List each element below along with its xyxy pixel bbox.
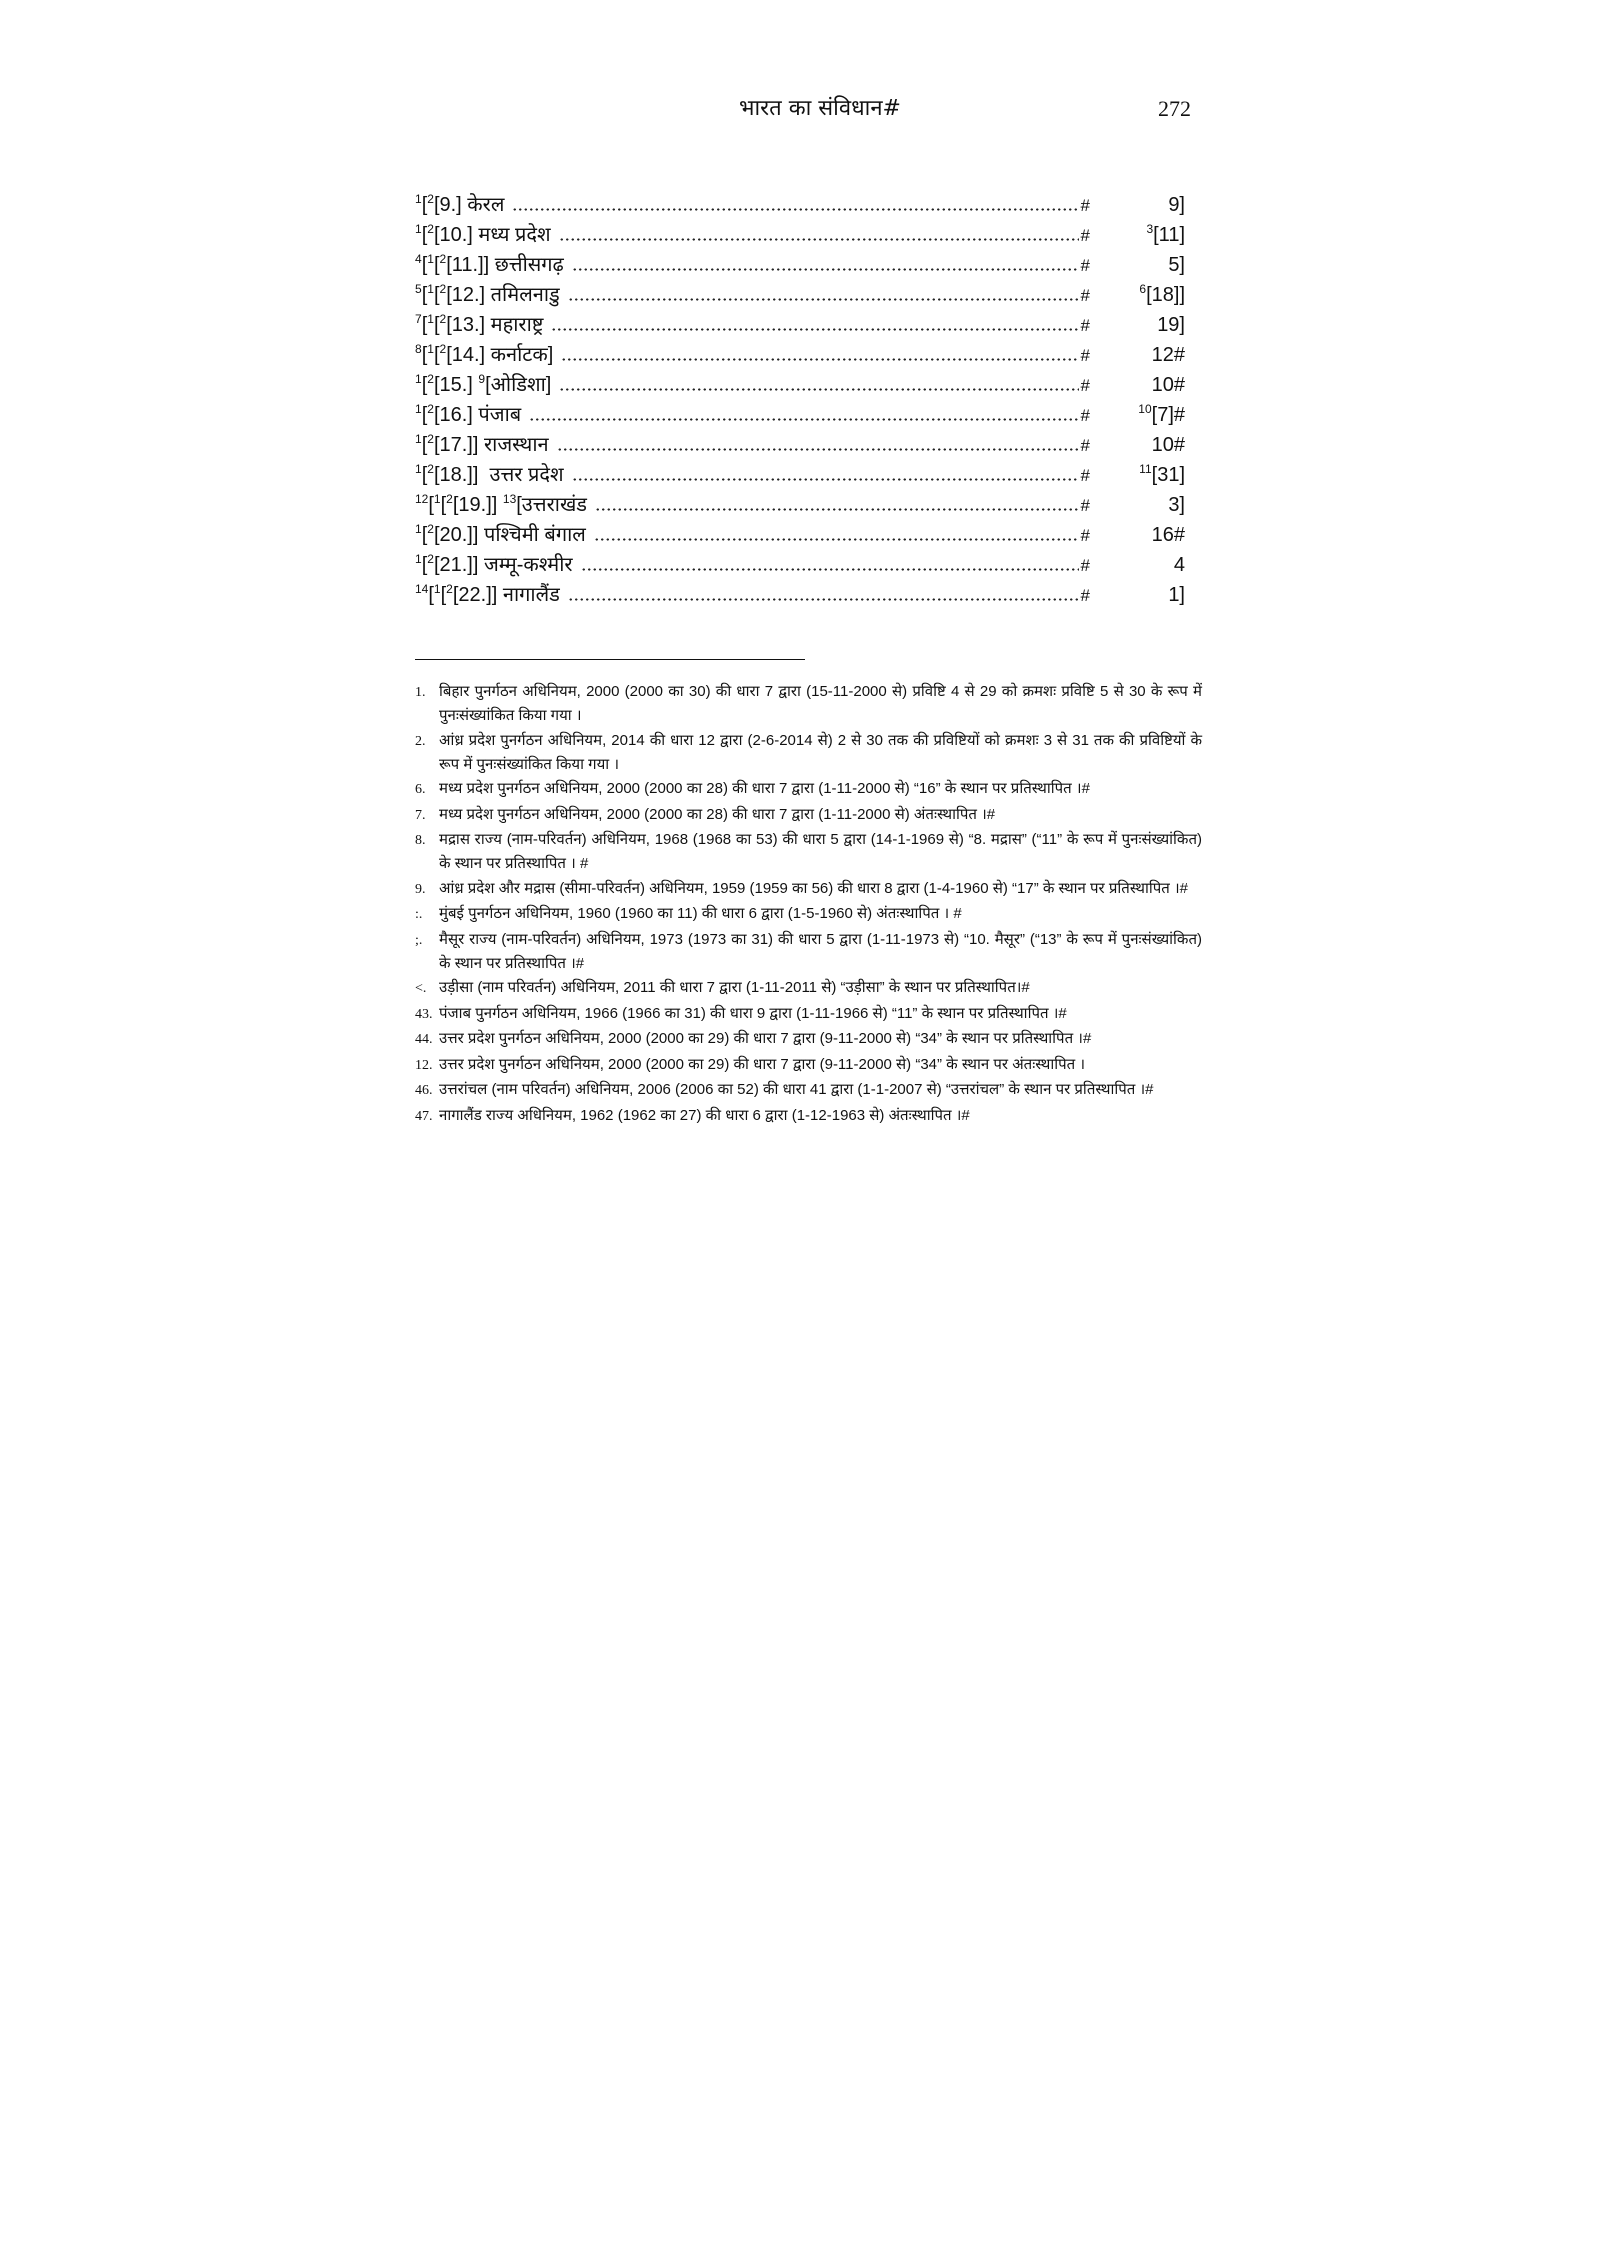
entry-label-text: [ bbox=[433, 284, 440, 306]
entry-footnote-ref: 1 bbox=[415, 462, 422, 476]
footnote-text: आंध्र प्रदेश पुनर्गठन अधिनियम, 2014 की धारा 12 द्वारा (2-6-2014 से) 2 से 30 तक की प्रविष्टियों को क्रमशः 3 से 31 तक की प्रविष्टियों के रूप में पुनःसंख्यांकित किया गया । bbox=[439, 731, 1202, 773]
entry-label-text: [ bbox=[421, 344, 428, 366]
footnote-separator bbox=[415, 659, 805, 660]
entry-label-text: [ bbox=[421, 374, 428, 396]
entry-label-text: [ bbox=[440, 584, 447, 606]
entry-label-text: [21.]] जम्मू-कश्मीर bbox=[433, 554, 573, 576]
schedule-entry bbox=[415, 370, 1185, 400]
entry-label bbox=[415, 280, 560, 310]
entry-label bbox=[415, 520, 586, 550]
entry-value bbox=[1090, 220, 1185, 250]
entry-label bbox=[415, 400, 521, 430]
dot-leader bbox=[561, 358, 1078, 361]
entry-label-text: [ bbox=[428, 494, 434, 516]
schedule-entry bbox=[415, 580, 1185, 610]
footnote-number: <. bbox=[415, 981, 427, 996]
entry-value bbox=[1090, 430, 1185, 460]
entry-value-text: 12# bbox=[1151, 344, 1185, 366]
entry-label bbox=[415, 370, 551, 400]
entry-value bbox=[1090, 460, 1185, 490]
leader-end-mark: # bbox=[1080, 466, 1090, 485]
entry-footnote-ref: 8 bbox=[415, 342, 422, 356]
footnote bbox=[415, 777, 1202, 802]
footnote-text: उत्तरांचल (नाम परिवर्तन) अधिनियम, 2006 (2006 का 52) की धारा 41 द्वारा (1-1-2007 से) “उत्तरांचल” के स्थान पर प्रतिस्थापित ।# bbox=[439, 1081, 1154, 1098]
leader-end-mark: # bbox=[1080, 286, 1090, 305]
entry-label-text: [ bbox=[421, 284, 428, 306]
entry-value bbox=[1090, 340, 1185, 370]
entry-label-text: [ bbox=[433, 254, 440, 276]
entry-footnote-ref: 5 bbox=[415, 282, 422, 296]
entry-footnote-ref: 2 bbox=[446, 582, 453, 596]
entry-label-text: [13.] महाराष्ट्र bbox=[446, 314, 544, 336]
footnote bbox=[415, 928, 1202, 976]
leader-end-mark: # bbox=[1080, 436, 1090, 455]
schedule-entry bbox=[415, 460, 1185, 490]
entry-value-text: 3] bbox=[1168, 494, 1185, 516]
entry-label-text: [10.] मध्य प्रदेश bbox=[433, 224, 551, 246]
entry-footnote-ref: 2 bbox=[427, 432, 434, 446]
footnote-number: 9. bbox=[415, 881, 426, 897]
footnote bbox=[415, 828, 1202, 876]
leader-end-mark: # bbox=[1080, 376, 1090, 395]
footnote bbox=[415, 729, 1202, 777]
entry-label bbox=[415, 580, 560, 610]
entry-value bbox=[1090, 490, 1185, 520]
entry-label-text: [19.]] bbox=[452, 494, 503, 516]
footnote-text: मैसूर राज्य (नाम-परिवर्तन) अधिनियम, 1973 (1973 का 31) की धारा 5 द्वारा (1-11-1973 से) “10. मैसूर” (“13” के रूप में पुनःसंख्यांकित) के स्थान पर प्रतिस्थापित ।# bbox=[439, 930, 1202, 972]
entry-label-text: [ओडिशा] bbox=[485, 374, 552, 396]
footnote-number: ;. bbox=[415, 932, 423, 948]
footnote-text: पंजाब पुनर्गठन अधिनियम, 1966 (1966 का 31) की धारा 9 द्वारा (1-11-1966 से) “11” के स्थान पर प्रतिस्थापित ।# bbox=[439, 1004, 1067, 1022]
leader-end-mark: # bbox=[1080, 226, 1090, 245]
footnote bbox=[415, 1078, 1202, 1103]
dot-leader bbox=[557, 448, 1079, 451]
entry-footnote-ref: 7 bbox=[415, 312, 422, 326]
entry-label-text: [ bbox=[421, 434, 428, 456]
entry-value-text: 4 bbox=[1173, 554, 1185, 576]
footnote-number: 43. bbox=[415, 1006, 433, 1022]
entry-label-text: [ bbox=[421, 194, 428, 216]
schedule-entry bbox=[415, 520, 1185, 550]
entry-footnote-ref: 2 bbox=[427, 552, 434, 566]
value-footnote-ref: 11 bbox=[1139, 462, 1152, 476]
leader-end-mark: # bbox=[1080, 526, 1090, 545]
entry-footnote-ref: 1 bbox=[415, 192, 422, 206]
entry-footnote-ref: 2 bbox=[427, 522, 434, 536]
entry-footnote-ref: 12 bbox=[415, 492, 429, 506]
entry-label-text: [ bbox=[421, 404, 428, 426]
entry-label-text: [14.] कर्नाटक] bbox=[446, 344, 554, 366]
schedule-entries bbox=[415, 190, 1185, 610]
entry-label-text: [ bbox=[421, 314, 428, 336]
entry-value bbox=[1090, 190, 1185, 220]
entry-value-text: 1] bbox=[1168, 584, 1185, 606]
entry-value bbox=[1090, 550, 1185, 580]
entry-value-text: [18]] bbox=[1146, 284, 1185, 306]
footnote-text: मद्रास राज्य (नाम-परिवर्तन) अधिनियम, 1968 (1968 का 53) की धारा 5 द्वारा (14-1-1969 से) “8. मद्रास” (“11” के रूप में पुनःसंख्यांकित) के स्थान पर प्रतिस्थापित । # bbox=[439, 831, 1202, 872]
entry-value bbox=[1090, 520, 1185, 550]
entry-footnote-ref: 2 bbox=[446, 492, 453, 506]
entry-label-text: [ bbox=[421, 524, 428, 546]
entry-footnote-ref: 2 bbox=[427, 462, 434, 476]
entry-footnote-ref: 1 bbox=[427, 312, 434, 326]
footnote-number: 7. bbox=[415, 807, 426, 823]
entry-label bbox=[415, 190, 504, 220]
entry-footnote-ref: 1 bbox=[415, 222, 422, 236]
entry-label-text: [12.] तमिलनाडु bbox=[446, 284, 560, 306]
dot-leader bbox=[529, 418, 1078, 421]
schedule-entry bbox=[415, 400, 1185, 430]
entry-footnote-ref: 1 bbox=[427, 252, 434, 266]
entry-label bbox=[415, 550, 573, 580]
footnote-text: आंध्र प्रदेश और मद्रास (सीमा-परिवर्तन) अधिनियम, 1959 (1959 का 56) की धारा 8 द्वारा (1-4-1960 से) “17” के स्थान पर प्रतिस्थापित ।# bbox=[439, 879, 1188, 897]
entry-footnote-ref: 1 bbox=[427, 282, 434, 296]
entry-label-text: [ bbox=[421, 554, 428, 576]
footnote-number: 2. bbox=[415, 733, 426, 749]
entry-footnote-ref: 2 bbox=[427, 192, 434, 206]
entry-label-text: [15.] bbox=[433, 374, 479, 396]
leader-end-mark: # bbox=[1080, 196, 1090, 215]
footnote bbox=[415, 1002, 1202, 1027]
entry-footnote-ref: 1 bbox=[415, 402, 422, 416]
entry-footnote-ref: 2 bbox=[439, 312, 447, 326]
schedule-entry bbox=[415, 550, 1185, 580]
footnote-number: 47. bbox=[415, 1108, 433, 1124]
entry-value-text: 10# bbox=[1151, 374, 1185, 396]
footnote-number: 6. bbox=[415, 782, 426, 797]
footnote-text: उत्तर प्रदेश पुनर्गठन अधिनियम, 2000 (2000 का 29) की धारा 7 द्वारा (9-11-2000 से) “34” के स्थान पर प्रतिस्थापित ।# bbox=[439, 1030, 1092, 1047]
entry-value-text: [11] bbox=[1153, 224, 1185, 246]
entry-label-text: [16.] पंजाब bbox=[433, 404, 522, 426]
footnote-text: मध्य प्रदेश पुनर्गठन अधिनियम, 2000 (2000 का 28) की धारा 7 द्वारा (1-11-2000 से) अंतःस्थापित ।# bbox=[439, 805, 996, 823]
value-footnote-ref: 6 bbox=[1139, 282, 1147, 296]
entry-footnote-ref: 2 bbox=[427, 402, 434, 416]
entry-value bbox=[1090, 310, 1185, 340]
entry-value-text: 10# bbox=[1151, 434, 1185, 456]
schedule-entry bbox=[415, 250, 1185, 280]
leader-end-mark: # bbox=[1080, 346, 1090, 365]
entry-label-text: [ bbox=[433, 314, 440, 336]
entry-footnote-ref: 1 bbox=[433, 492, 441, 506]
entry-footnote-ref: 1 bbox=[433, 582, 441, 596]
footnote bbox=[415, 1027, 1202, 1052]
leader-end-mark: # bbox=[1080, 556, 1090, 575]
dot-leader bbox=[595, 508, 1079, 511]
footnote-number: 46. bbox=[415, 1083, 433, 1098]
schedule-entry bbox=[415, 190, 1185, 220]
entry-value-text: 9] bbox=[1168, 194, 1185, 216]
footnote-text: उत्तर प्रदेश पुनर्गठन अधिनियम, 2000 (2000 का 29) की धारा 7 द्वारा (9-11-2000 से) “34” के स्थान पर अंतःस्थापित । bbox=[439, 1055, 1086, 1073]
entry-value-text: 19] bbox=[1157, 314, 1185, 336]
entry-label-text: [ bbox=[428, 584, 434, 606]
footnote-number: 12. bbox=[415, 1057, 433, 1073]
footnote-number: 1. bbox=[415, 685, 426, 700]
dot-leader bbox=[572, 268, 1079, 271]
entry-label-text: [ bbox=[421, 464, 428, 486]
entry-label-text: [18.]] उत्तर प्रदेश bbox=[433, 464, 564, 486]
entry-label bbox=[415, 250, 564, 280]
entry-value bbox=[1090, 580, 1185, 610]
entry-label bbox=[415, 340, 553, 370]
entry-footnote-ref: 2 bbox=[427, 372, 434, 386]
entry-label bbox=[415, 460, 564, 490]
footnote bbox=[415, 902, 1202, 927]
entry-value-text: 5] bbox=[1168, 254, 1185, 276]
entry-value bbox=[1090, 400, 1185, 430]
footnote bbox=[415, 803, 1202, 828]
entry-label-text: [ bbox=[440, 494, 447, 516]
dot-leader bbox=[559, 238, 1079, 241]
leader-end-mark: # bbox=[1080, 496, 1090, 515]
dot-leader bbox=[568, 298, 1079, 301]
entry-footnote-ref: 13 bbox=[502, 492, 517, 506]
entry-footnote-ref: 1 bbox=[415, 432, 422, 446]
entry-label-text: [17.]] राजस्थान bbox=[433, 434, 549, 456]
entry-footnote-ref: 4 bbox=[415, 252, 422, 266]
entry-value bbox=[1090, 370, 1185, 400]
entry-label-text: [ bbox=[421, 224, 428, 246]
footnote bbox=[415, 680, 1202, 728]
entry-footnote-ref: 2 bbox=[439, 252, 447, 266]
entry-footnote-ref: 1 bbox=[427, 342, 434, 356]
footnotes bbox=[415, 680, 1202, 1129]
entry-label bbox=[415, 430, 549, 460]
entry-value bbox=[1090, 250, 1185, 280]
entry-label-text: [उत्तराखंड bbox=[516, 494, 588, 516]
footnote bbox=[415, 1053, 1202, 1078]
schedule-entry bbox=[415, 490, 1185, 520]
footnote bbox=[415, 877, 1202, 902]
footnote-text: मुंबई पुनर्गठन अधिनियम, 1960 (1960 का 11) की धारा 6 द्वारा (1-5-1960 से) अंतःस्थापित । # bbox=[439, 905, 962, 922]
dot-leader bbox=[559, 388, 1078, 391]
entry-label-text: [22.]] नागालैंड bbox=[452, 584, 560, 606]
entry-footnote-ref: 14 bbox=[415, 582, 429, 596]
dot-leader bbox=[551, 328, 1078, 331]
footnote-text: उड़ीसा (नाम परिवर्तन) अधिनियम, 2011 की धारा 7 द्वारा (1-11-2011 से) “उड़ीसा” के स्थान पर प्रतिस्थापित।# bbox=[439, 979, 1030, 996]
value-footnote-ref: 10 bbox=[1138, 402, 1152, 416]
entry-label-text: [20.]] पश्चिमी बंगाल bbox=[433, 524, 586, 546]
schedule-entry bbox=[415, 220, 1185, 250]
footnote-text: मध्य प्रदेश पुनर्गठन अधिनियम, 2000 (2000 का 28) की धारा 7 द्वारा (1-11-2000 से) “16” के स्थान पर प्रतिस्थापित ।# bbox=[439, 780, 1090, 797]
footnote bbox=[415, 976, 1202, 1001]
entry-footnote-ref: 2 bbox=[439, 282, 447, 296]
dot-leader bbox=[594, 538, 1079, 541]
entry-label-text: [ bbox=[421, 254, 428, 276]
entry-value bbox=[1090, 280, 1185, 310]
page-number: 272 bbox=[1158, 96, 1191, 121]
footnote-number: 44. bbox=[415, 1032, 433, 1047]
schedule-entry bbox=[415, 340, 1185, 370]
entry-label bbox=[415, 310, 543, 340]
entry-label bbox=[415, 490, 587, 520]
entry-footnote-ref: 2 bbox=[439, 342, 447, 356]
page-title: भारत का संविधान# bbox=[739, 96, 901, 121]
entry-value-text: 16# bbox=[1151, 524, 1185, 546]
entry-value-text: [31] bbox=[1151, 464, 1185, 486]
entry-label-text: [9.] केरल bbox=[433, 194, 505, 216]
footnote-number: 8. bbox=[415, 833, 426, 848]
entry-footnote-ref: 1 bbox=[415, 372, 422, 386]
footnote bbox=[415, 1104, 1202, 1129]
entry-label-text: [11.]] छत्तीसगढ़ bbox=[446, 254, 564, 276]
footnote-text: नागालैंड राज्य अधिनियम, 1962 (1962 का 27) की धारा 6 द्वारा (1-12-1963 से) अंतःस्थापित ।# bbox=[439, 1106, 970, 1124]
entry-footnote-ref: 9 bbox=[478, 372, 486, 386]
footnote-text: बिहार पुनर्गठन अधिनियम, 2000 (2000 का 30) की धारा 7 द्वारा (15-11-2000 से) प्रविष्टि 4 से 29 को क्रमशः प्रविष्टि 5 से 30 के रूप में पुनःसंख्यांकित किया गया । bbox=[439, 683, 1202, 724]
entry-label-text: [ bbox=[433, 344, 440, 366]
dot-leader bbox=[512, 208, 1078, 211]
value-footnote-ref: 3 bbox=[1146, 222, 1154, 236]
entry-footnote-ref: 2 bbox=[427, 222, 434, 236]
leader-end-mark: # bbox=[1080, 406, 1090, 425]
dot-leader bbox=[581, 568, 1079, 571]
schedule-entry bbox=[415, 310, 1185, 340]
dot-leader bbox=[568, 598, 1079, 601]
footnote-number: :. bbox=[415, 907, 423, 922]
schedule-entry bbox=[415, 280, 1185, 310]
leader-end-mark: # bbox=[1080, 316, 1090, 335]
schedule-entry bbox=[415, 430, 1185, 460]
entry-label bbox=[415, 220, 551, 250]
entry-footnote-ref: 1 bbox=[415, 522, 422, 536]
leader-end-mark: # bbox=[1080, 586, 1090, 605]
entry-footnote-ref: 1 bbox=[415, 552, 422, 566]
dot-leader bbox=[572, 478, 1079, 481]
entry-value-text: [7]# bbox=[1151, 404, 1185, 426]
leader-end-mark: # bbox=[1080, 256, 1090, 275]
